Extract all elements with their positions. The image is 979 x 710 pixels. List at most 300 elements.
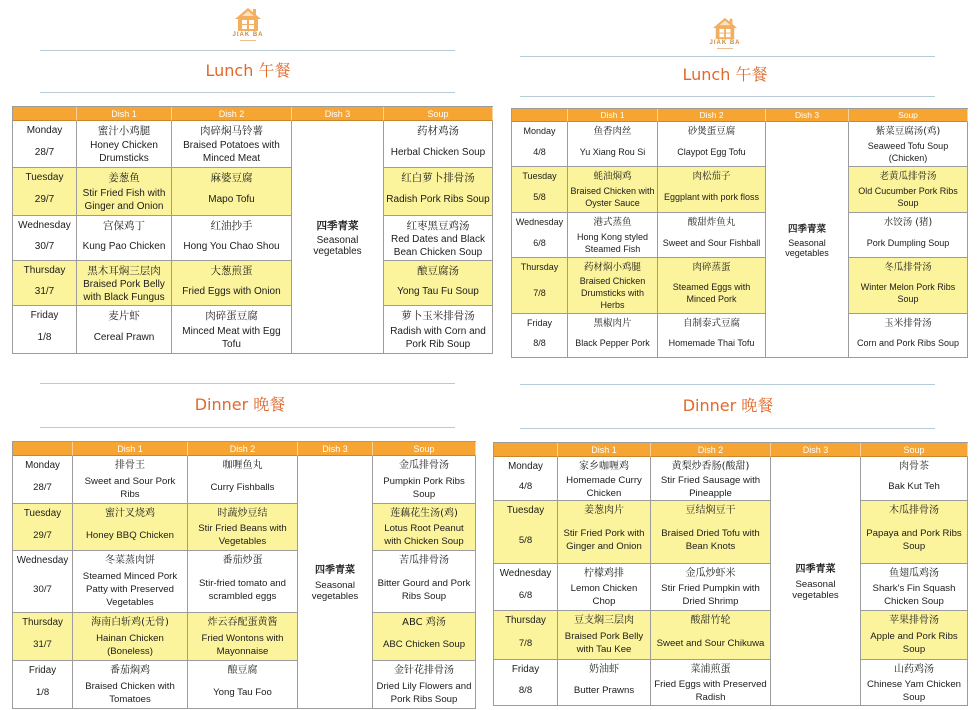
soup-name-zh: 苹果排骨汤 (889, 615, 939, 626)
dish1-name-en: Butter Prawns (573, 685, 635, 696)
header-dish1-cell (558, 443, 651, 457)
dish1-name-en-wrap (570, 330, 655, 356)
dish2-cell (658, 122, 766, 167)
title-divider-top (40, 383, 455, 384)
soup-name-zh: 红白萝卜排骨汤 (401, 172, 475, 184)
dish1-name-en-wrap (75, 568, 185, 611)
date-wrap (15, 568, 70, 611)
soup-name-en: Radish with Corn and Pork Rib Soup (390, 325, 486, 350)
dish2-name-en-wrap (660, 138, 763, 165)
dish3-name-zh: 四季青菜 (787, 224, 826, 235)
dish1-cell (558, 660, 651, 706)
header-soup-cell (384, 107, 493, 121)
dish1-name-en-wrap (560, 581, 648, 609)
date-label: 6/8 (533, 237, 546, 248)
soup-name-zh: 金瓜排骨汤 (399, 460, 449, 471)
header-dish2-label: Dish 2 (697, 444, 724, 455)
header-soup-label: Soup (427, 108, 449, 119)
soup-name-en-wrap (375, 568, 473, 611)
soup-name-en: Bitter Gourd and Pork Ribs Soup (377, 577, 471, 602)
date-wrap (514, 183, 565, 211)
dish1-cell (568, 258, 658, 314)
dish3-name-zh: 四季青菜 (315, 565, 355, 576)
soup-name-en-wrap (386, 233, 490, 259)
dish2-cell (651, 660, 771, 706)
date-wrap (514, 229, 565, 256)
soup-name-en: Red Dates and Black Bean Chicken Soup (391, 234, 485, 258)
dish1-cell (73, 551, 188, 613)
dish2-name-en: Stir-fried tomato and scrambled eggs (199, 577, 286, 602)
dish2-name-en-wrap (174, 138, 289, 166)
dish2-cell (651, 564, 771, 611)
dish1-cell (77, 261, 172, 306)
soup-cell (861, 501, 968, 564)
header-day-cell (13, 107, 77, 121)
dish2-name-zh: 肉碎蛋豆腐 (205, 310, 258, 322)
soup-name-en-wrap (375, 473, 473, 502)
dish1-name-zh: 姜葱鱼 (108, 172, 140, 184)
day-name: Wednesday (515, 217, 564, 227)
soup-name-en-wrap (851, 183, 965, 211)
day-cell (512, 213, 568, 258)
dish1-name-zh: 豆支焖三层肉 (574, 615, 634, 626)
date-label: 4/8 (533, 146, 546, 157)
day-cell (13, 216, 77, 261)
dish1-cell (77, 216, 172, 261)
dish2-name-zh: 肉碎焖马铃薯 (200, 125, 263, 137)
dish1-cell (568, 122, 658, 167)
dish2-name-en: Sweet and Sour Fishball (662, 237, 761, 248)
title-divider-top (40, 50, 455, 51)
soup-name-zh: 水饺汤 (猪) (883, 217, 933, 228)
dish1-name-zh: 姜葱肉片 (584, 505, 624, 516)
jiak-ba-logo (705, 16, 745, 49)
dish2-name-zh: 大葱煎蛋 (210, 265, 253, 277)
date-label: 6/8 (518, 589, 533, 601)
header-dish3-cell (766, 109, 849, 122)
day-cell (494, 611, 558, 660)
date-wrap (496, 677, 555, 704)
day-name: Tuesday (522, 171, 557, 181)
dish1-name-zh: 黑木耳焖三层肉 (87, 265, 161, 277)
title-divider-bottom (520, 428, 935, 429)
dish1-name-zh: 排骨王 (115, 460, 145, 471)
dish1-name-en: Braised Pork Belly with Tau Kee (564, 631, 644, 655)
dish1-name-en: Braised Pork Belly with Black Fungus (83, 279, 165, 303)
soup-name-en-wrap (375, 630, 473, 659)
soup-name-en: Pumpkin Pork Ribs Soup (383, 475, 465, 500)
header-soup-cell (861, 443, 968, 457)
day-name: Friday (28, 665, 57, 676)
dish2-name-zh: 麻婆豆腐 (210, 172, 253, 184)
dish1-name-en: Lemon Chicken Chop (570, 583, 638, 607)
dinner-menu-table-week-1 (12, 441, 476, 709)
day-name: Friday (511, 664, 540, 675)
day-cell (494, 501, 558, 564)
date-label: 8/8 (533, 338, 546, 348)
day-name: Wednesday (499, 568, 552, 579)
header-dish1-cell (568, 109, 658, 122)
soup-name-en-wrap (386, 278, 490, 304)
dish1-name-en-wrap (570, 138, 655, 165)
dish2-name-zh: 酸甜竹轮 (690, 615, 731, 626)
soup-name-zh: 木瓜排骨汤 (889, 505, 939, 516)
soup-name-zh: 金针花排骨汤 (394, 665, 454, 676)
dish2-name-en-wrap (190, 521, 295, 549)
soup-name-en-wrap (386, 138, 490, 166)
dish1-name-en: Kung Pao Chicken (82, 240, 166, 252)
day-name: Tuesday (23, 508, 62, 519)
dish2-name-en-wrap (653, 677, 768, 704)
dish2-name-en-wrap (653, 581, 768, 609)
date-wrap (514, 138, 565, 165)
header-day-cell (13, 442, 73, 456)
dish1-cell (558, 501, 651, 564)
header-dish2-label: Dish 2 (699, 110, 724, 120)
dish1-name-en: Hainan Chicken (Boneless) (96, 632, 164, 657)
soup-name-en: Pork Dumpling Soup (866, 237, 950, 248)
soup-cell (373, 661, 476, 709)
title-divider-bottom (40, 92, 455, 93)
dish2-name-en-wrap (653, 628, 768, 658)
date-label: 8/8 (518, 685, 533, 696)
soup-cell (861, 611, 968, 660)
dish2-cell (658, 167, 766, 213)
dish2-cell (658, 258, 766, 314)
header-dish1-label: Dish 1 (600, 110, 625, 120)
title-divider-bottom (520, 96, 935, 97)
header-soup-label: Soup (898, 110, 918, 120)
dish1-name-en-wrap (560, 677, 648, 704)
dish1-cell (568, 167, 658, 213)
date-label: 31/7 (33, 639, 52, 650)
dish1-name-en-wrap (79, 138, 169, 166)
header-dish2-label: Dish 2 (218, 108, 245, 119)
dish1-cell (77, 168, 172, 216)
dish1-name-en-wrap (75, 678, 185, 707)
dish2-name-zh: 酸甜炸鱼丸 (687, 217, 736, 228)
dish1-name-en-wrap (79, 185, 169, 214)
logo-wordmark: JIAK BA (709, 40, 741, 46)
dish1-name-zh: 宫保鸡丁 (103, 220, 145, 232)
dish1-cell (568, 213, 658, 258)
dish2-cell (658, 213, 766, 258)
dish1-name-en-wrap (79, 278, 169, 304)
dish2-name-en-wrap (174, 233, 289, 259)
dish2-name-en: Braised Potatoes with Minced Meat (183, 140, 280, 164)
dish1-name-en: Braised Chicken Drumsticks with Herbs (579, 276, 646, 310)
soup-name-en-wrap (851, 229, 965, 256)
dish2-name-en: Fried Eggs with Preserved Radish (654, 678, 767, 703)
day-cell (13, 613, 73, 661)
dish2-name-en: Claypot Egg Tofu (677, 146, 746, 157)
dish1-name-en: Braised Chicken with Tomatoes (85, 680, 175, 705)
dish2-name-zh: 金瓜炒虾米 (685, 568, 736, 579)
lunch-menu-table-week-1 (12, 106, 493, 354)
dish1-name-en: Homemade Curry Chicken (566, 475, 642, 499)
dish1-name-en: Honey Chicken Drumsticks (90, 140, 158, 164)
meal-title: Lunch 午餐 (682, 65, 768, 84)
day-name: Friday (30, 310, 59, 321)
soup-name-en: Chinese Yam Chicken Soup (866, 678, 962, 703)
soup-cell (384, 261, 493, 306)
dish1-name-zh: 奶油虾 (589, 664, 619, 675)
dish1-cell (73, 456, 188, 504)
house-logo-icon (233, 6, 263, 32)
dish3-cell (298, 456, 373, 709)
dish2-name-en: Stir Fried Pumpkin with Dried Shrimp (661, 583, 760, 607)
day-name: Tuesday (506, 505, 545, 516)
dish2-cell (172, 216, 292, 261)
dish2-name-en: Mapo Tofu (208, 194, 255, 205)
dish2-name-en: Stir Fried Beans with Vegetables (198, 523, 287, 547)
day-name: Monday (508, 461, 543, 472)
date-wrap (15, 233, 74, 259)
logo-tagline-mark (240, 40, 256, 41)
dish2-name-zh: 菜浦煎蛋 (690, 664, 731, 675)
jiak-ba-logo (228, 6, 268, 41)
date-label: 28/7 (34, 146, 55, 158)
dish1-name-en-wrap (560, 474, 648, 500)
dish2-name-en-wrap (190, 630, 295, 659)
header-dish3-label: Dish 3 (322, 443, 348, 454)
dish2-name-zh: 时蔬炒豆结 (217, 508, 268, 519)
date-label: 5/8 (533, 192, 546, 202)
dish1-cell (558, 611, 651, 660)
day-name: Wednesday (16, 555, 69, 566)
soup-cell (384, 121, 493, 168)
dish3-name-en: Seasonal vegetables (785, 238, 829, 258)
dish1-name-zh: 海南白斩鸡(无骨) (91, 617, 169, 628)
soup-cell (849, 213, 968, 258)
date-wrap (15, 138, 74, 166)
day-name: Thursday (22, 617, 63, 628)
date-label: 7/8 (533, 288, 546, 298)
dish2-name-en: Homemade Thai Tofu (668, 338, 755, 348)
meal-title: Dinner 晚餐 (682, 396, 774, 415)
dish2-name-en-wrap (653, 474, 768, 500)
dish1-name-zh: 番茄焖鸡 (110, 665, 150, 676)
date-wrap (15, 521, 70, 549)
dish1-name-en: Black Pepper Pork (575, 338, 650, 348)
dish3-name-en: Seasonal vegetables (792, 579, 839, 601)
day-cell (13, 504, 73, 551)
day-cell (494, 660, 558, 706)
dish2-cell (172, 261, 292, 306)
dish2-name-en: Hong You Chao Shou (183, 240, 280, 252)
dish2-name-en: Stir Fried Sausage with Pineapple (660, 475, 761, 499)
dish1-cell (558, 457, 651, 501)
day-cell (13, 456, 73, 504)
header-soup-cell (373, 442, 476, 456)
soup-name-zh: 玉米排骨汤 (884, 318, 932, 329)
soup-name-en-wrap (375, 521, 473, 549)
dish2-name-en: Minced Meat with Egg Tofu (182, 325, 281, 350)
soup-name-en-wrap (386, 323, 490, 352)
day-name: Friday (526, 318, 552, 328)
dish1-name-en-wrap (75, 473, 185, 502)
day-cell (13, 121, 77, 168)
title-divider-top (520, 384, 935, 385)
dish1-name-zh: 蚝油焖鸡 (593, 171, 632, 182)
header-dish2-cell (651, 443, 771, 457)
day-name: Thursday (505, 615, 546, 626)
dish1-name-en: Stir Fried Pork with Ginger and Onion (563, 528, 645, 552)
dish2-name-zh: 红油抄手 (210, 220, 253, 232)
header-dish3-cell (298, 442, 373, 456)
dish1-name-zh: 鱼香肉丝 (593, 126, 632, 137)
dish1-name-en-wrap (79, 323, 169, 352)
dish2-cell (651, 457, 771, 501)
dish1-name-zh: 蜜汁小鸡腿 (97, 125, 151, 137)
soup-name-en: Winter Melon Pork Ribs Soup (860, 282, 956, 304)
day-name: Monday (523, 126, 556, 136)
dish1-cell (73, 504, 188, 551)
dish1-name-zh: 麦片虾 (108, 310, 140, 322)
header-soup-label: Soup (413, 443, 435, 454)
dish1-name-en-wrap (570, 229, 655, 256)
soup-name-en: ABC Chicken Soup (382, 639, 466, 650)
dish2-cell (172, 121, 292, 168)
date-label: 30/7 (34, 240, 55, 252)
dish2-name-en-wrap (660, 330, 763, 356)
dish1-name-en: Sweet and Sour Pork Ribs (84, 475, 176, 500)
dish2-name-zh: 肉碎蒸蛋 (692, 262, 731, 273)
soup-name-en-wrap (386, 185, 490, 214)
dish3-name-zh: 四季青菜 (316, 220, 359, 232)
header-dish3-cell (771, 443, 861, 457)
day-cell (512, 258, 568, 314)
header-dish3-cell (292, 107, 384, 121)
soup-cell (373, 456, 476, 504)
lunch-menu-table-week-2 (511, 108, 968, 358)
dish2-name-zh: 肉松茄子 (692, 171, 731, 182)
date-label: 29/7 (33, 529, 52, 541)
header-dish1-label: Dish 1 (111, 108, 137, 119)
soup-name-en: Apple and Pork Ribs Soup (870, 631, 958, 655)
dish1-name-zh: 冬菜蒸肉饼 (105, 555, 155, 566)
title-divider-bottom (40, 427, 455, 428)
date-wrap (496, 518, 555, 562)
soup-cell (384, 216, 493, 261)
soup-cell (384, 168, 493, 216)
soup-name-en: Corn and Pork Ribs Soup (856, 338, 960, 348)
logo-tagline-mark (717, 48, 733, 49)
dish1-name-en: Cereal Prawn (93, 332, 155, 343)
dish2-name-en-wrap (174, 185, 289, 214)
dish2-cell (188, 661, 298, 709)
dish1-name-zh: 黑椒肉片 (593, 318, 632, 329)
soup-cell (373, 504, 476, 551)
date-wrap (15, 630, 70, 659)
header-dish1-label: Dish 1 (117, 443, 143, 454)
soup-name-en: Papaya and Pork Ribs Soup (866, 528, 962, 552)
soup-cell (849, 258, 968, 314)
day-cell (13, 551, 73, 613)
day-name: Monday (26, 125, 63, 136)
soup-name-en-wrap (851, 330, 965, 356)
dish2-name-en-wrap (190, 473, 295, 502)
dish2-name-zh: 咖喱鱼丸 (222, 460, 263, 471)
date-wrap (496, 628, 555, 658)
dish2-name-zh: 炸云吞配蛋黄酱 (207, 617, 278, 628)
dish3-cell (292, 121, 384, 354)
dish2-cell (188, 504, 298, 551)
dish2-name-en: Sweet and Sour Chikuwa (656, 637, 765, 649)
soup-name-en-wrap (863, 581, 965, 609)
soup-name-en: Lotus Root Peanut with Chicken Soup (384, 523, 464, 547)
header-soup-label: Soup (903, 444, 925, 455)
dish2-name-zh: 砂煲蛋豆腐 (687, 126, 736, 137)
dish2-cell (651, 501, 771, 564)
dish1-cell (558, 564, 651, 611)
dish3-name-en: Seasonal vegetables (311, 580, 359, 602)
dish2-cell (188, 613, 298, 661)
header-dish1-label: Dish 1 (591, 444, 617, 455)
dish1-cell (77, 306, 172, 354)
date-label: 1/8 (35, 687, 50, 698)
soup-name-en: Bak Kut Teh (888, 481, 940, 492)
dish1-name-zh: 家乡咖喱鸡 (579, 461, 629, 472)
dish1-name-zh: 药材焖小鸡腿 (583, 262, 641, 273)
dish2-cell (651, 611, 771, 660)
soup-name-zh: 鱼翅瓜鸡汤 (889, 568, 939, 579)
date-wrap (15, 185, 74, 214)
dish2-name-en: Fried Wontons with Mayonnaise (201, 632, 284, 657)
dish2-name-zh: 酿豆腐 (227, 665, 258, 676)
day-name: Thursday (23, 265, 66, 276)
header-dish1-cell (73, 442, 188, 456)
dish2-name-zh: 豆结焖豆干 (685, 505, 736, 516)
soup-name-zh: 萝卜玉米排骨汤 (401, 310, 475, 322)
dish2-cell (172, 168, 292, 216)
day-cell (512, 122, 568, 167)
dish2-name-en-wrap (174, 323, 289, 352)
dish1-cell (568, 314, 658, 358)
dish2-name-en-wrap (660, 183, 763, 211)
dish3-name-zh: 四季青菜 (795, 564, 836, 575)
dish2-name-en-wrap (653, 518, 768, 562)
date-wrap (15, 473, 70, 502)
soup-name-zh: 苦瓜排骨汤 (399, 555, 449, 566)
dish2-name-en-wrap (174, 278, 289, 304)
soup-cell (849, 314, 968, 358)
soup-cell (861, 564, 968, 611)
header-day-cell (512, 109, 568, 122)
dish2-name-zh: 黄梨炒香肠(酸甜) (671, 461, 750, 472)
dish2-name-en: Steamed Eggs with Minced Pork (672, 282, 751, 304)
date-wrap (496, 474, 555, 499)
dish1-name-zh: 蜜汁叉烧鸡 (105, 508, 155, 519)
day-name: Monday (25, 460, 60, 471)
header-dish3-label: Dish 3 (324, 108, 351, 119)
soup-name-zh: 药材鸡汤 (417, 125, 459, 137)
soup-cell (373, 551, 476, 613)
date-label: 1/8 (37, 332, 52, 343)
dish2-name-zh: 自制泰式豆腐 (682, 318, 740, 329)
dish1-name-en: Steamed Minced Pork Patty with Preserved Vegetables (82, 571, 178, 608)
dish2-name-en-wrap (190, 678, 295, 707)
dish1-name-zh: 柠檬鸡排 (584, 568, 624, 579)
soup-name-en: Radish Pork Ribs Soup (386, 194, 490, 205)
soup-name-zh: 山药鸡汤 (894, 664, 934, 675)
date-wrap (15, 323, 74, 352)
day-cell (494, 457, 558, 501)
dish1-name-en: Stir Fried Fish with Ginger and Onion (82, 187, 166, 212)
soup-name-en: Yong Tau Fu Soup (397, 285, 479, 297)
header-day-cell (494, 443, 558, 457)
soup-name-zh: 红枣黑豆鸡汤 (406, 220, 470, 232)
